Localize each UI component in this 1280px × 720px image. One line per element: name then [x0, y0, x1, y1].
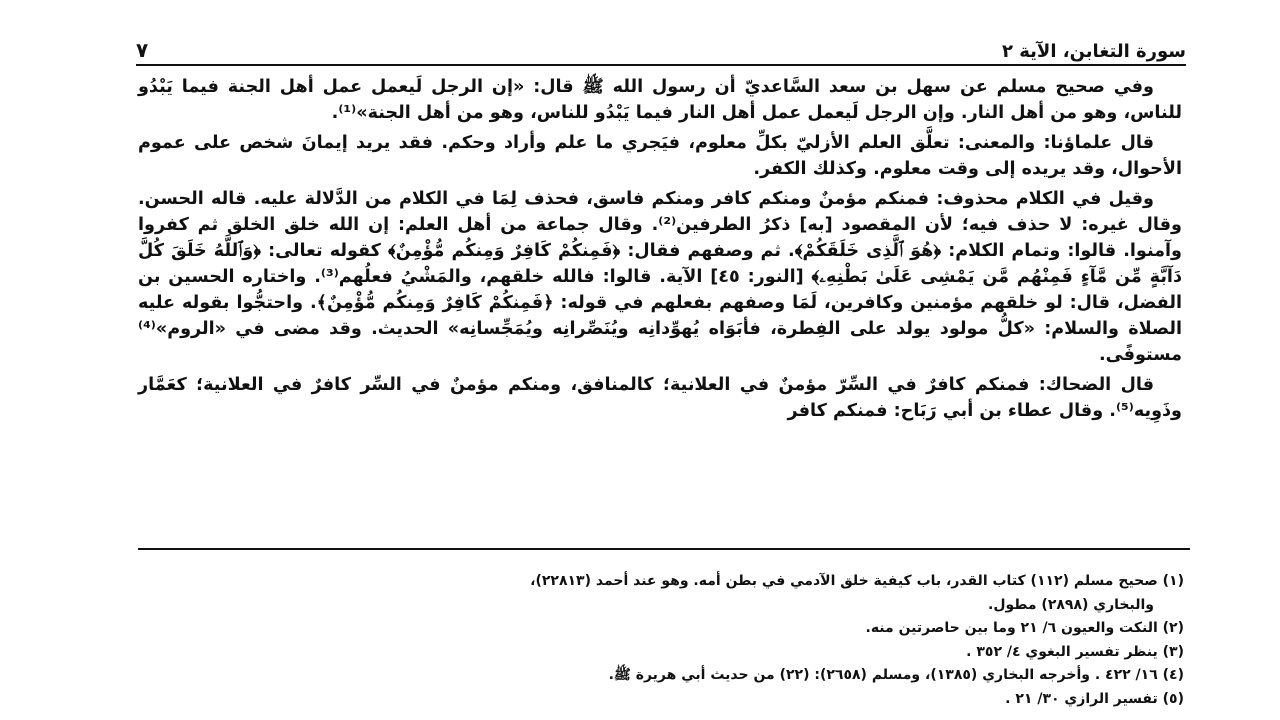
paragraph: وفي صحيح مسلم عن سهل بن سعد السَّاعديّ أن رسول الله ﷺ قال: «إن الرجل لَيعمل عمل أهل الجنة فيما يَبْدُو للناس، وهو من أهل النار. وإن الرجل لَيعمل عمل أهل النار فيما يَبْدُو للناس، وهو من أهل الجنة»⁽¹⁾.: [138, 77, 1182, 123]
header-divider: [136, 64, 1186, 66]
footnote-5: (٥) تفسير الرازي ٣٠/ ٢١ .: [1005, 690, 1184, 707]
footnotes: [190, 570, 1184, 711]
paragraph: قال الضحاك: فمنكم كافرٌ في السِّرّ مؤمنٌ في العلانية؛ كالمنافق، ومنكم مؤمنٌ في السِّر كافرٌ في العلانية؛ كعَمَّار وذَوِيه⁽⁵⁾. وقال عطاء بن أبي رَبَاح: فمنكم كافر: [138, 375, 1182, 421]
footnote-divider: [138, 548, 1190, 550]
footnote-4: (٤) ١٦/ ٤٢٢ . وأخرجه البخاري (١٣٨٥)، ومسلم (٢٦٥٨): (٢٢) من حديث أبي هريرة ﷺ.: [608, 667, 1184, 683]
surah-title: سورة التغابن، الآية ٢: [1001, 41, 1186, 62]
paragraph: وقيل في الكلام محذوف: فمنكم مؤمنٌ ومنكم كافر ومنكم فاسق، فحذف لِمَا في الكلام من الدَّلالة عليه. قاله الحسن. وقال غيره: لا حذف فيه؛ لأن المقصود [به] ذكرُ الطرفين⁽²⁾. وقال جماعة من أهل العلم: إن الله خلق الخلق ثم كفروا وآمنوا. قالوا: وتمام الكلام: ﴿هُوَ ٱلَّذِى خَلَقَكُمْ﴾. ثم وصفهم فقال: ﴿فَمِنكُمْ كَافِرٌ وَمِنكُم مُّؤْمِنٌ﴾ كقوله تعالى: ﴿وَٱللَّهُ خَلَقَ كُلَّ دَآبَّةٍ مِّن مَّآءٍ فَمِنْهُم مَّن يَمْشِى عَلَىٰ بَطْنِهِۦ﴾ [النور: ٤٥] الآية. قالوا: فالله خلقهم، والمَشْيُ فعلُهم⁽³⁾. واختاره الحسين بن الفضل، قال: لو خلقهم مؤمنين وكافرين، لَمَا وصفهم بفعلهم في قوله: ﴿فَمِنكُمْ كَافِرٌ وَمِنكُم مُّؤْمِنٌ﴾. واحتجُّوا بقوله عليه الصلاة والسلام: «كلُّ مولود يولد على الفِطرة، فأبَوَاه يُهوِّدانِه ويُنَصِّرانِه ويُمَجِّسانِه» الحديث. وقد مضى في «الروم»⁽⁴⁾ مستوفًى.: [138, 189, 1182, 365]
book-page: [130, 30, 1190, 710]
main-text: [138, 74, 1182, 428]
footnote-2: (٢) النكت والعيون ٦/ ٢١ وما بين حاصرتين منه.: [865, 620, 1184, 636]
page-number: ٧: [136, 38, 149, 62]
footnote-1-continued: والبخاري (٢٨٩٨) مطول.: [988, 596, 1154, 613]
footnote-1: (١) صحيح مسلم (١١٢) كتاب القدر، باب كيفية خلق الآدمي في بطن أمه. وهو عند أحمد (٢٢٨١٣)،: [530, 573, 1184, 589]
page-header: [136, 34, 1186, 62]
footnote-3: (٣) ينظر تفسير البغوي ٤/ ٣٥٢ .: [966, 643, 1184, 660]
paragraph: قال علماؤنا: والمعنى: تعلَّق العلم الأزليّ بكلِّ معلوم، فيَجري ما علم وأراد وحكم. فقد يريد إيمانَ شخص على عموم الأحوال، وقد يريده إلى وقت معلوم. وكذلك الكفر.: [138, 133, 1182, 179]
